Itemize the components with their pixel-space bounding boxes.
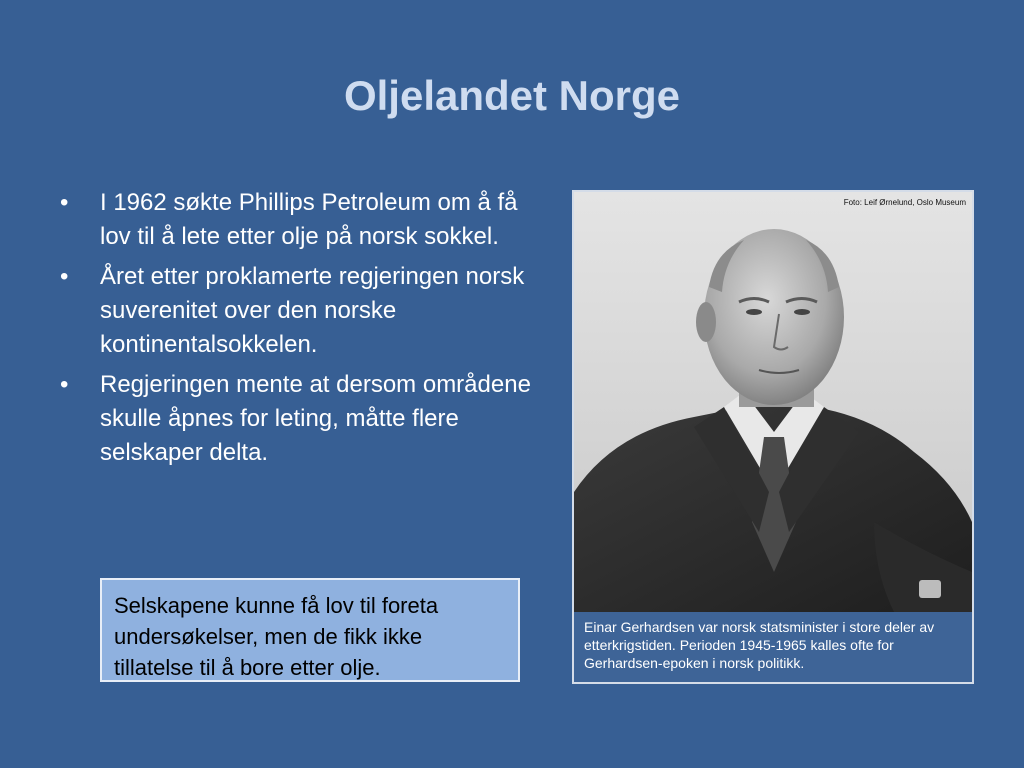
bullet-marker: • [60,189,69,216]
portrait-illustration [574,192,972,612]
bullet-marker: • [60,371,69,398]
portrait-photo [574,192,972,612]
bullet-item [60,260,540,362]
bullet-text: Regjeringen mente at dersom områdene skulle åpnes for leting, måtte flere selskaper delta. [100,371,531,466]
callout-text: Selskapene kunne få lov til foreta undersøkelser, men de fikk ikke tillatelse til å bore etter olje. [114,593,439,680]
bullet-list [60,186,540,476]
bullet-item [60,186,540,254]
bullet-text: I 1962 søkte Phillips Petroleum om å få lov til å lete etter olje på norsk sokkel. [100,189,518,250]
photo-credit: Foto: Leif Ørnelund, Oslo Museum [843,198,966,207]
bullet-marker: • [60,263,69,290]
portrait-figure [572,190,974,684]
callout-box [100,578,520,682]
photo-caption: Einar Gerhardsen var norsk statsminister i store deler av etterkrigstiden. Perioden 1945-1965 kalles ofte for Gerhardsen-epoken i norsk politikk. [574,612,972,682]
bullet-text: Året etter proklamerte regjeringen norsk suverenitet over den norske kontinentalsokkelen. [100,263,525,358]
slide-title: Oljelandet Norge [343,72,681,119]
bullet-item [60,368,540,470]
